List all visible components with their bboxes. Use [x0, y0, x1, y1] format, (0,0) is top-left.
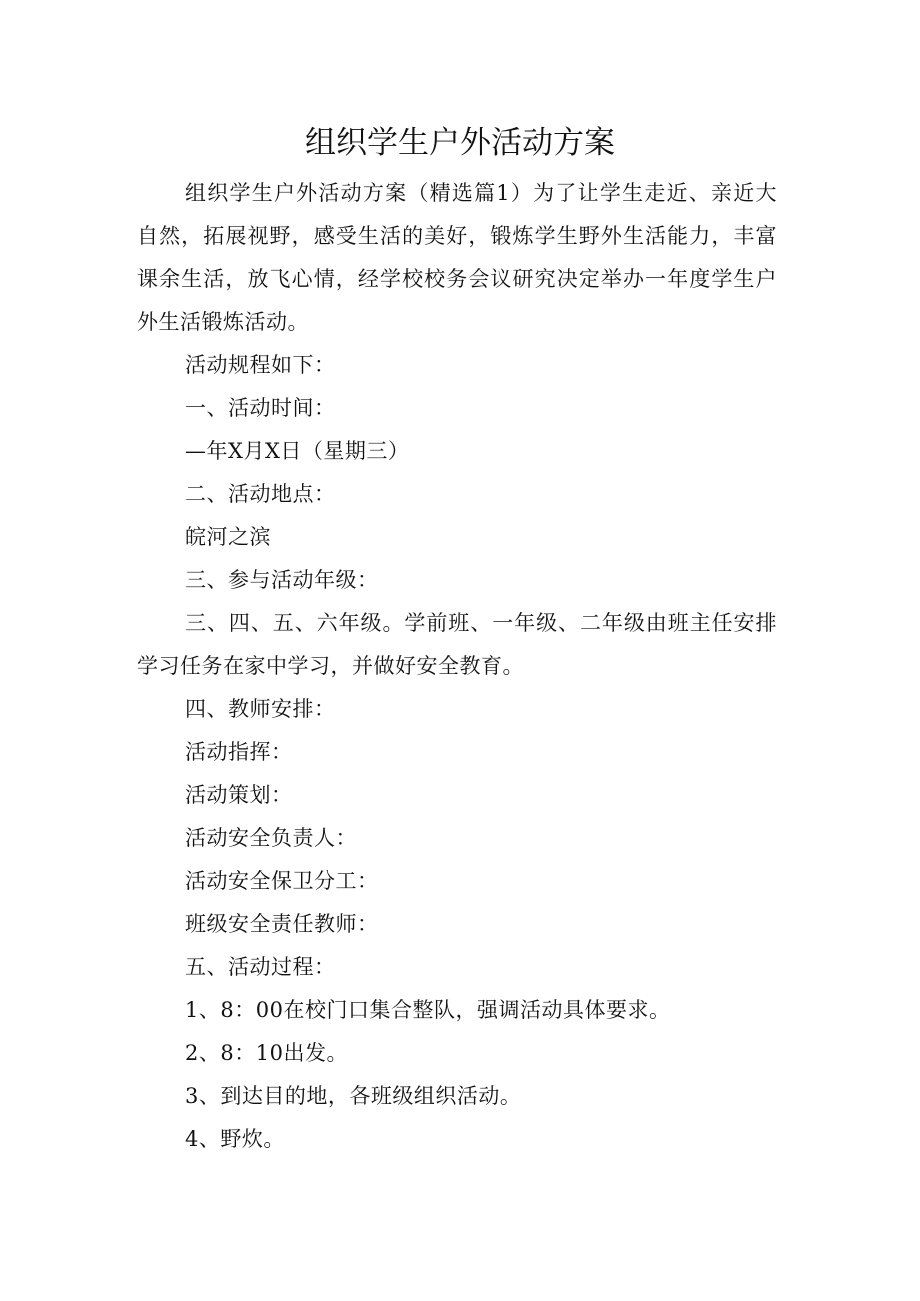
section-location-heading: 二、活动地点： — [185, 482, 336, 506]
process-step-1: 1、8：00在校门口集合整队，强调活动具体要求。 — [185, 998, 671, 1022]
process-step-3: 3、到达目的地，各班级组织活动。 — [185, 1084, 522, 1108]
teacher-role-planning: 活动策划： — [185, 783, 293, 807]
process-step-4: 4、野炊。 — [185, 1127, 285, 1151]
section-time-value: —年X月X日（星期三） — [185, 439, 410, 463]
teacher-role-class-safety: 班级安全责任教师： — [185, 912, 379, 936]
paragraph-intro: 组织学生户外活动方案（精选篇1）为了让学生走近、亲近大自然，拓展视野，感受生活的美好，锻炼学生野外生活能力，丰富课余生活，放飞心情，经学校校务会议研究决定举办一年度学生户外生活锻炼活动。 — [137, 181, 777, 334]
teacher-role-command: 活动指挥： — [185, 740, 293, 764]
teacher-role-security: 活动安全保卫分工： — [185, 869, 379, 893]
section-teachers-heading: 四、教师安排： — [185, 697, 336, 721]
section-location-value: 皖河之滨 — [185, 525, 271, 549]
section-process-heading: 五、活动过程： — [185, 955, 336, 979]
process-step-2: 2、8：10出发。 — [185, 1041, 348, 1065]
section-grades-heading: 三、参与活动年级： — [185, 568, 379, 592]
section-grades-value: 三、四、五、六年级。学前班、一年级、二年级由班主任安排学习任务在家中学习，并做好安全教育。 — [137, 611, 777, 678]
teacher-role-safety-lead: 活动安全负责人： — [185, 826, 357, 850]
paragraph-rules-heading: 活动规程如下： — [185, 353, 336, 377]
document-body — [137, 172, 777, 1161]
document-title: 组织学生户外活动方案 — [305, 125, 615, 161]
section-time-heading: 一、活动时间： — [185, 396, 336, 420]
